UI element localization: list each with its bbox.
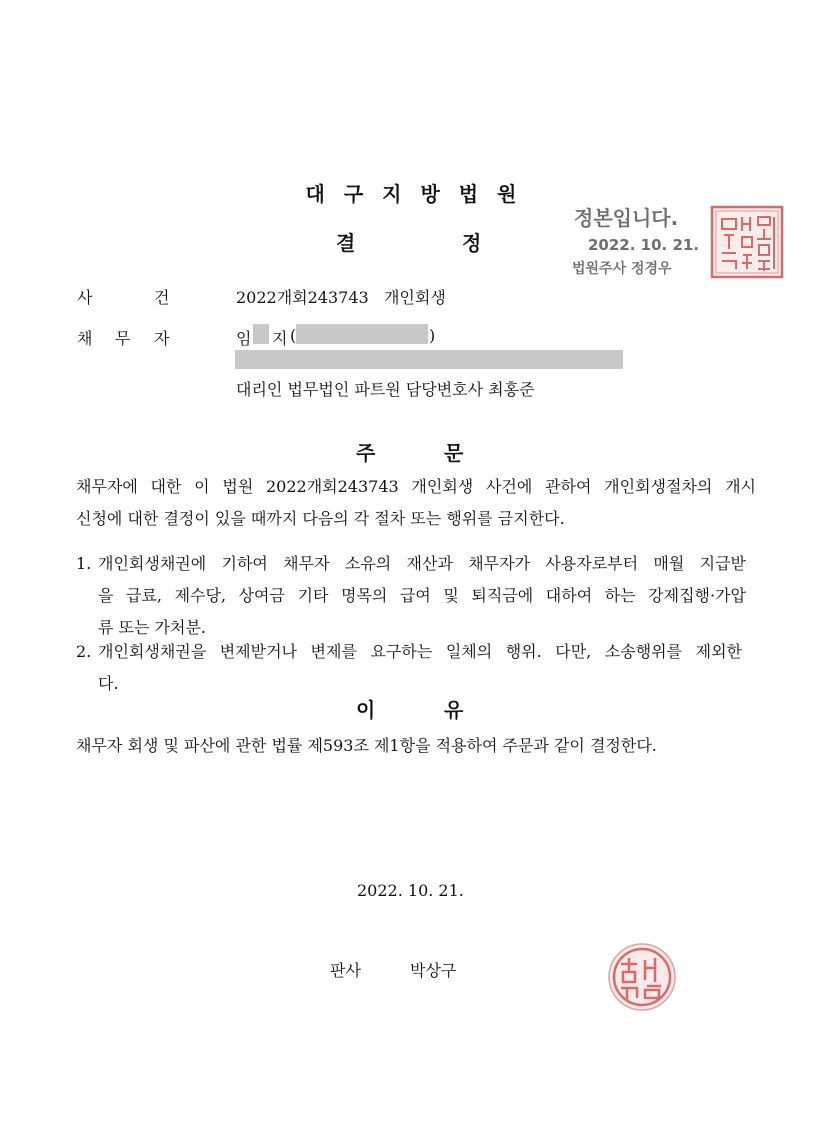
case-label-char-1: 사 — [77, 288, 93, 307]
order-heading-right: 문 — [444, 441, 464, 465]
debtor-name-first: 임 — [236, 329, 252, 348]
order-item-1-line-1: 개인회생채권에 기하여 채무자 소유의 재산과 채무자가 사용자로부터 매월 지급받 — [98, 554, 746, 573]
order-heading-left: 주 — [356, 441, 376, 465]
doc-kind-right: 정 — [462, 231, 482, 255]
agent-line: 대리인 법무법인 파트원 담당변호사 최홍준 — [236, 380, 535, 399]
order-item-2-line-2: 다. — [98, 674, 119, 693]
court-seal — [710, 205, 784, 279]
certified-copy-clerk: 법원주사 정경우 — [572, 261, 672, 277]
debtor-label-char-3: 자 — [154, 329, 170, 348]
order-item-2-number: 2. — [76, 642, 92, 661]
reason-text: 채무자 회생 및 파산에 관한 법률 제593조 제1항을 적용하여 주문과 같이 결정한다. — [76, 736, 657, 755]
doc-kind-left: 결 — [336, 231, 356, 255]
order-intro-line-2: 신청에 대한 결정이 있을 때까지 다음의 각 절차 또는 행위를 금지한다. — [76, 509, 565, 528]
case-number: 2022개회243743 개인회생 — [236, 288, 446, 307]
debtor-name-last: 지 — [272, 329, 288, 348]
debtor-label-char-1: 채 — [77, 329, 93, 348]
order-item-1-line-2: 을 급료, 제수당, 상여금 기타 명목의 급여 및 퇴직금에 대하여 하는 강제집행·가압 — [98, 586, 746, 605]
court-name: 대구지방법원 — [305, 182, 536, 206]
order-item-2-line-1: 개인회생채권을 변제받거나 변제를 요구하는 일체의 행위. 다만, 소송행위를 제외한 — [98, 642, 742, 661]
redaction-address — [235, 350, 623, 369]
reason-heading-right: 유 — [444, 698, 464, 722]
debtor-label-char-2: 무 — [115, 329, 131, 348]
case-label-char-2: 건 — [154, 288, 170, 307]
decision-date: 2022. 10. 21. — [357, 881, 464, 900]
debtor-paren-close: ) — [429, 326, 436, 345]
order-intro-line-1: 채무자에 대한 이 법원 2022개회243743 개인회생 사건에 관하여 개인회생절차의 개시 — [76, 477, 756, 496]
certified-copy-date: 2022. 10. 21. — [588, 236, 700, 254]
order-item-1-number: 1. — [76, 554, 92, 573]
judge-name: 박상구 — [410, 961, 457, 980]
certified-copy-title: 정본입니다. — [574, 206, 679, 230]
order-item-1-line-3: 류 또는 가처분. — [98, 618, 206, 637]
judge-seal — [603, 938, 681, 1016]
reason-heading-left: 이 — [356, 698, 376, 722]
redaction-id-number — [296, 324, 428, 344]
debtor-paren-open: ( — [290, 326, 297, 345]
judge-title: 판사 — [330, 961, 361, 980]
redaction-name — [253, 324, 269, 344]
